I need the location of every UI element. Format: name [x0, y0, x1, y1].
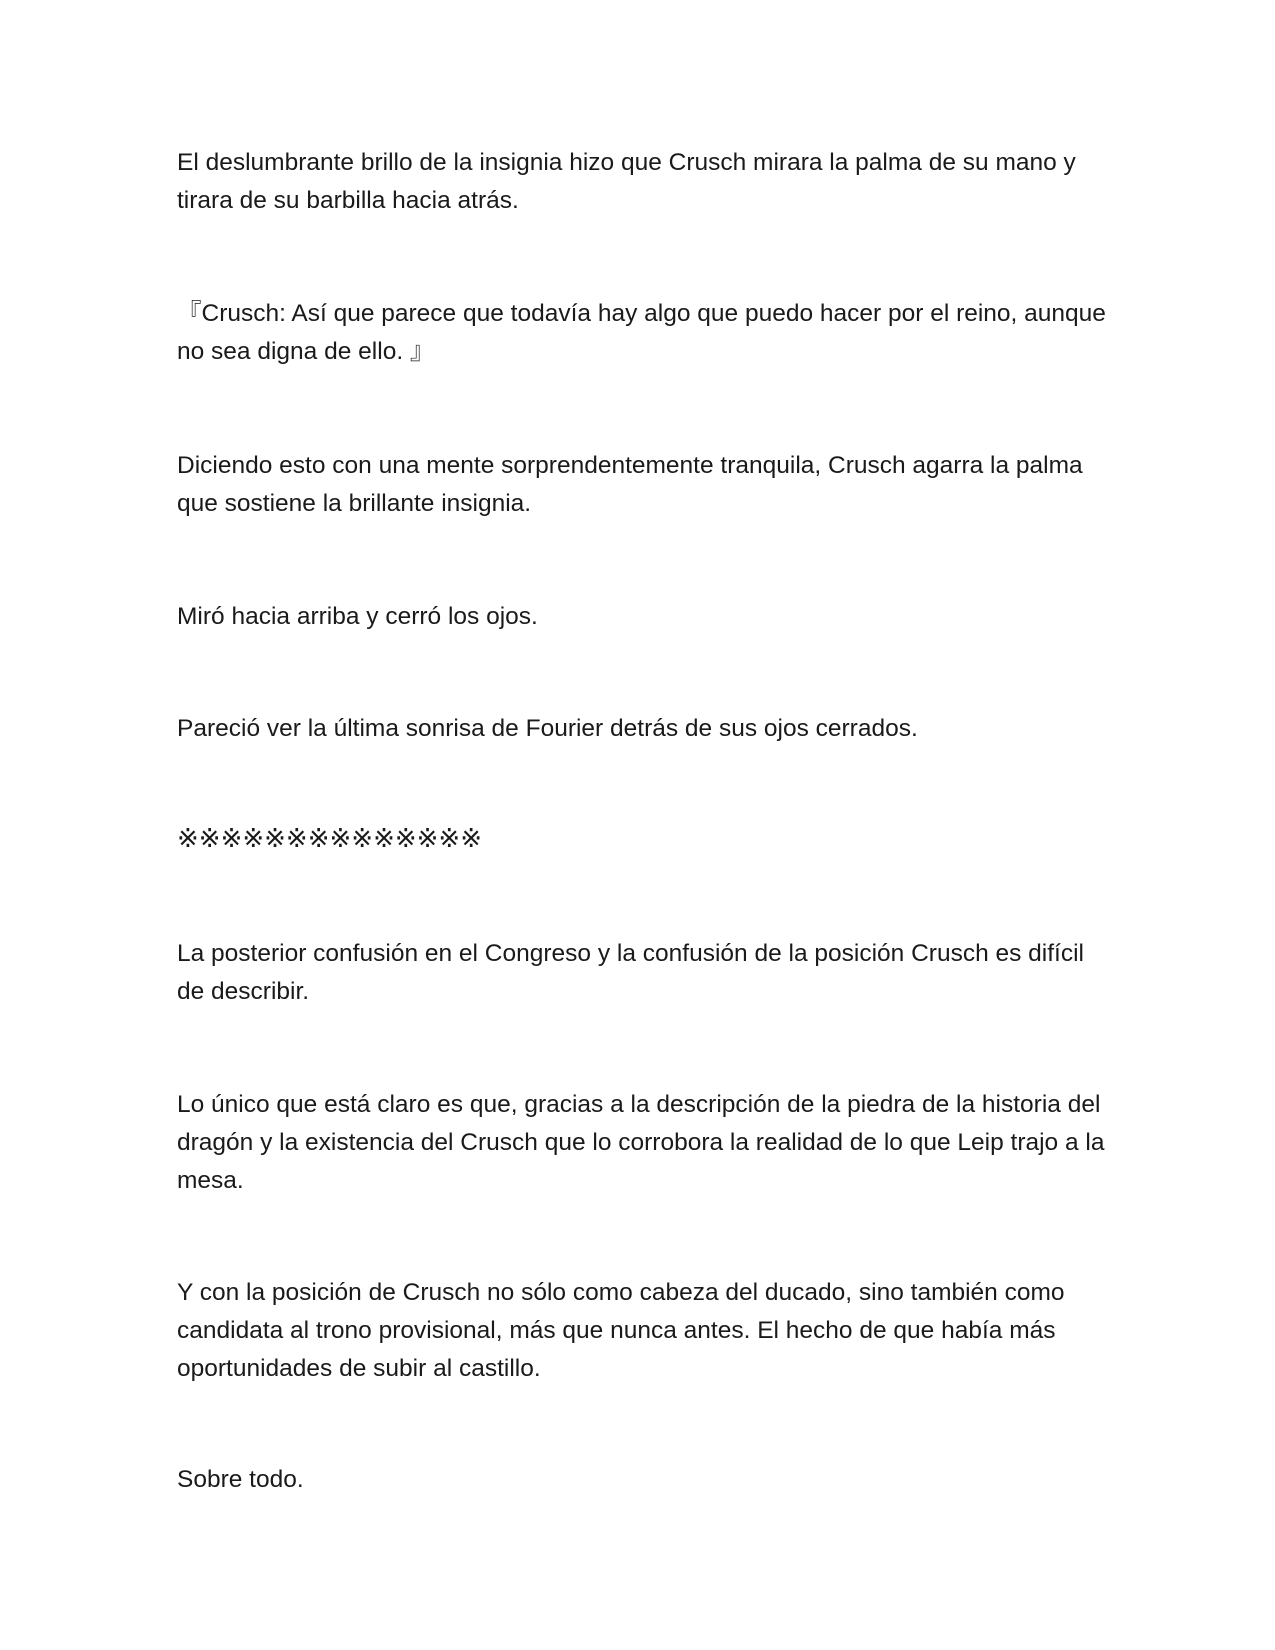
paragraph-2-dialogue: 『Crusch: Así que parece que todavía hay algo que puedo hacer por el reino, aunque no sea digna de ello. 』 — [177, 300, 1106, 365]
paragraph-9: Sobre todo. — [177, 1466, 304, 1493]
paragraph-7: Lo único que está claro es que, gracias a la descripción de la piedra de la historia del dragón y la existencia del Crusch que lo corrobora la realidad de lo que Leip trajo a la mesa. — [177, 1091, 1105, 1194]
paragraph-6: La posterior confusión en el Congreso y la confusión de la posición Crusch es difícil de describir. — [177, 940, 1085, 1005]
paragraph-1: El deslumbrante brillo de la insignia hizo que Crusch mirara la palma de su mano y tirara de su barbilla hacia atrás. — [177, 149, 1076, 214]
paragraph-4: Miró hacia arriba y cerró los ojos. — [177, 603, 538, 630]
paragraph-8: Y con la posición de Crusch no sólo como cabeza del ducado, sino también como candidata al trono provisional, más que nunca antes. El hecho de que había más oportunidades de subir al castillo. — [177, 1279, 1065, 1382]
paragraph-3: Diciendo esto con una mente sorprendentemente tranquila, Crusch agarra la palma que sostiene la brillante insignia. — [177, 452, 1083, 517]
paragraph-5: Pareció ver la última sonrisa de Fourier detrás de sus ojos cerrados. — [177, 715, 918, 742]
scene-separator: ※※※※※※※※※※※※※※ — [177, 824, 482, 854]
